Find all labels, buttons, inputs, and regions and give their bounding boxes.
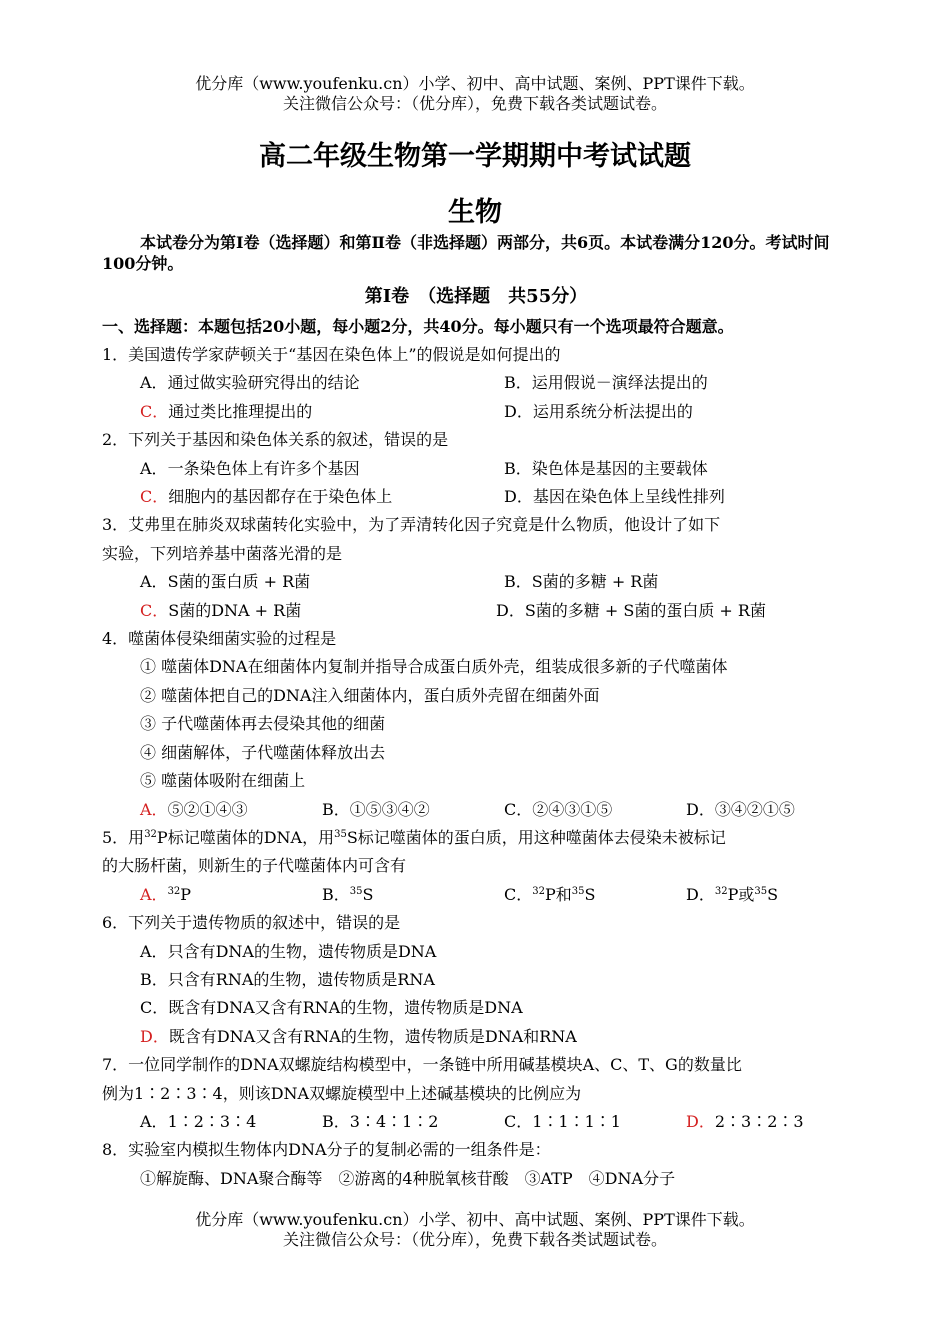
question-2: [102, 426, 850, 511]
option-b: [504, 455, 708, 483]
question-stem: 4．噬菌体侵染细菌实验的过程是: [102, 629, 337, 649]
option-d: [504, 398, 693, 426]
option-a: [140, 568, 504, 596]
option-text: P和: [544, 884, 572, 904]
option-b: [504, 369, 708, 397]
option-row: [102, 881, 850, 909]
question-1: [102, 341, 850, 426]
option-text: S: [767, 884, 779, 904]
option-letter: C．: [504, 884, 533, 904]
option-a: [140, 881, 322, 909]
option-row: [102, 568, 850, 596]
option-text: 运用假说－演绎法提出的: [531, 373, 708, 393]
footer-banner: [0, 1210, 950, 1250]
option-c: [102, 994, 850, 1022]
option-text: 通过做实验研究得出的结论: [167, 373, 360, 393]
stem-part: S标记噬菌体的蛋白质，用这种噬菌体去侵染未被标记: [346, 827, 726, 847]
question-5: [102, 824, 850, 909]
option-d: [686, 881, 778, 909]
question-stem: [102, 824, 850, 852]
step-1: ① 噬菌体DNA在细菌体内复制并指导合成蛋白质外壳，组装成很多新的子代噬菌体: [140, 657, 728, 677]
option-text: S: [362, 884, 374, 904]
step-5: ⑤ 噬菌体吸附在细菌上: [140, 771, 306, 791]
answer-letter: A．: [140, 799, 168, 819]
option-text: 既含有DNA又含有RNA的生物，遗传物质是DNA和RNA: [168, 1026, 577, 1046]
option-letter: B．: [322, 884, 350, 904]
option-text: S菌的DNA + R菌: [168, 600, 302, 620]
option-text: 染色体是基因的主要载体: [531, 458, 708, 478]
option-letter: A．: [140, 458, 168, 478]
section-heading: 一、选择题：本题包括20小题，每小题2分，共40分。每小题只有一个选项最符合题意。: [102, 317, 734, 336]
question-stem: 7．一位同学制作的DNA双螺旋结构模型中，一条链中所用碱基模块A、C、T、G的数量比: [102, 1055, 742, 1075]
isotope-35: 35: [334, 828, 347, 840]
option-letter: D．: [496, 600, 525, 620]
option-text: P: [180, 884, 192, 904]
option-row: [102, 455, 850, 483]
question-3: [102, 511, 850, 625]
step-2: ② 噬菌体把自己的DNA注入细菌体内，蛋白质外壳留在细菌外面: [140, 685, 600, 705]
stem-part: 5．用: [102, 827, 145, 847]
option-letter: B．: [140, 969, 168, 989]
conditions-list: ①解旋酶、DNA聚合酶等 ②游离的4种脱氧核苷酸 ③ATP ④DNA分子: [140, 1168, 676, 1188]
question-stem-cont: 例为1∶2∶3∶4，则该DNA双螺旋模型中上述碱基模块的比例应为: [102, 1083, 582, 1103]
option-a: [102, 938, 850, 966]
question-6: [102, 909, 850, 1051]
option-text: ⑤②①④③: [167, 799, 248, 819]
option-a: [140, 369, 504, 397]
option-text: 细胞内的基因都存在于染色体上: [168, 487, 393, 507]
isotope-32: 32: [714, 885, 728, 897]
option-b: [322, 881, 504, 909]
option-c: [140, 398, 504, 426]
stem-part: P标记噬菌体的DNA，用: [156, 827, 335, 847]
option-c: [504, 881, 686, 909]
option-d: [496, 597, 766, 625]
option-letter: A．: [140, 1111, 168, 1131]
subject-title: 生物: [448, 197, 502, 228]
option-text: 既含有DNA又含有RNA的生物，遗传物质是DNA: [168, 998, 523, 1018]
option-d: [686, 1108, 804, 1136]
step-3: ③ 子代噬菌体再去侵染其他的细菌: [140, 714, 386, 734]
isotope-32: 32: [532, 885, 545, 897]
option-text: 通过类比推理提出的: [168, 401, 313, 421]
step-4: ④ 细菌解体，子代噬菌体释放出去: [140, 742, 386, 762]
option-row: [102, 369, 850, 397]
header-banner: [0, 74, 950, 114]
option-a: [140, 796, 322, 824]
option-row: [102, 398, 850, 426]
option-row: [102, 483, 850, 511]
option-letter: A．: [140, 373, 168, 393]
isotope-35: 35: [571, 885, 585, 897]
option-c: [140, 483, 504, 511]
option-letter: B．: [504, 373, 532, 393]
option-text: ②④③①⑤: [532, 799, 613, 819]
option-letter: B．: [322, 799, 350, 819]
question-8: [102, 1136, 850, 1193]
answer-letter: D．: [686, 1111, 715, 1131]
option-d: [102, 1023, 850, 1051]
option-text: ③④②①⑤: [714, 799, 795, 819]
option-letter: D．: [686, 799, 715, 819]
option-letter: C．: [504, 1111, 533, 1131]
option-b: [504, 568, 658, 596]
answer-letter: A．: [140, 884, 168, 904]
isotope-35: 35: [349, 885, 363, 897]
option-c: [140, 597, 496, 625]
option-text: ①⑤③④②: [349, 799, 430, 819]
option-text: S菌的蛋白质 + R菌: [167, 572, 311, 592]
option-letter: D．: [504, 401, 533, 421]
option-text: 3∶4∶1∶2: [349, 1111, 439, 1131]
option-b: [322, 1108, 504, 1136]
exam-intro: 本试卷分为第Ⅰ卷（选择题）和第Ⅱ卷（非选择题）两部分，共6页。本试卷满分120分。考试时间100分钟。: [102, 233, 830, 273]
option-letter: B．: [504, 572, 532, 592]
option-text: S: [584, 884, 596, 904]
option-text: 2∶3∶2∶3: [714, 1111, 804, 1131]
exam-content: [102, 232, 850, 1193]
option-text: 一条染色体上有许多个基因: [167, 458, 360, 478]
option-row: [102, 796, 850, 824]
option-text: S菌的多糖 + R菌: [531, 572, 659, 592]
option-row: [102, 1108, 850, 1136]
option-letter: C．: [140, 998, 169, 1018]
question-7: [102, 1051, 850, 1136]
question-stem-cont: 实验，下列培养基中菌落光滑的是: [102, 543, 343, 563]
volume-heading: 第Ⅰ卷 （选择题 共55分）: [364, 286, 588, 307]
option-letter: A．: [140, 572, 168, 592]
question-stem: 1．美国遗传学家萨顿关于“基因在染色体上”的假说是如何提出的: [102, 345, 561, 364]
answer-letter: C．: [140, 600, 169, 620]
option-letter: B．: [322, 1111, 350, 1131]
isotope-32: 32: [144, 828, 157, 840]
option-text: P或: [727, 884, 755, 904]
option-b: [102, 966, 850, 994]
question-stem: 3．艾弗里在肺炎双球菌转化实验中，为了弄清转化因子究竟是什么物质，他设计了如下: [102, 515, 721, 535]
option-text: 运用系统分析法提出的: [532, 401, 693, 421]
option-text: 1∶1∶1∶1: [532, 1111, 621, 1131]
answer-letter: C．: [140, 401, 169, 421]
option-letter: B．: [504, 458, 532, 478]
option-text: 只含有DNA的生物，遗传物质是DNA: [167, 941, 437, 961]
banner-line-1: 优分库（www.youfenku.cn）小学、初中、高中试题、案例、PPT课件下载。: [195, 1210, 755, 1229]
option-text: 基因在染色体上呈线性排列: [532, 487, 725, 507]
answer-letter: D．: [140, 1026, 169, 1046]
option-text: 1∶2∶3∶4: [167, 1111, 257, 1131]
question-stem-cont: 的大肠杆菌，则新生的子代噬菌体内可含有: [102, 856, 407, 876]
option-text: 只含有RNA的生物，遗传物质是RNA: [167, 969, 435, 989]
option-text: S菌的多糖 + S菌的蛋白质 + R菌: [524, 600, 766, 620]
option-b: [322, 796, 504, 824]
question-stem: 8．实验室内模拟生物体内DNA分子的复制必需的一组条件是：: [102, 1140, 551, 1160]
question-4: [102, 625, 850, 824]
banner-line-2: 关注微信公众号：（优分库），免费下载各类试题试卷。: [282, 94, 667, 113]
question-stem: 6．下列关于遗传物质的叙述中，错误的是: [102, 913, 401, 933]
answer-letter: C．: [140, 487, 169, 507]
option-d: [686, 796, 795, 824]
option-a: [140, 1108, 322, 1136]
option-row: [102, 597, 850, 625]
isotope-32: 32: [167, 885, 181, 897]
option-d: [504, 483, 725, 511]
isotope-35: 35: [754, 885, 768, 897]
exam-title: 高二年级生物第一学期期中考试试题: [259, 141, 691, 172]
option-a: [140, 455, 504, 483]
option-letter: C．: [504, 799, 533, 819]
option-letter: A．: [140, 941, 168, 961]
option-letter: D．: [504, 487, 533, 507]
option-letter: D．: [686, 884, 715, 904]
banner-line-2: 关注微信公众号：（优分库），免费下载各类试题试卷。: [282, 1230, 667, 1249]
question-stem: 2．下列关于基因和染色体关系的叙述，错误的是: [102, 430, 449, 450]
option-c: [504, 1108, 686, 1136]
banner-line-1: 优分库（www.youfenku.cn）小学、初中、高中试题、案例、PPT课件下载。: [195, 74, 755, 93]
option-c: [504, 796, 686, 824]
